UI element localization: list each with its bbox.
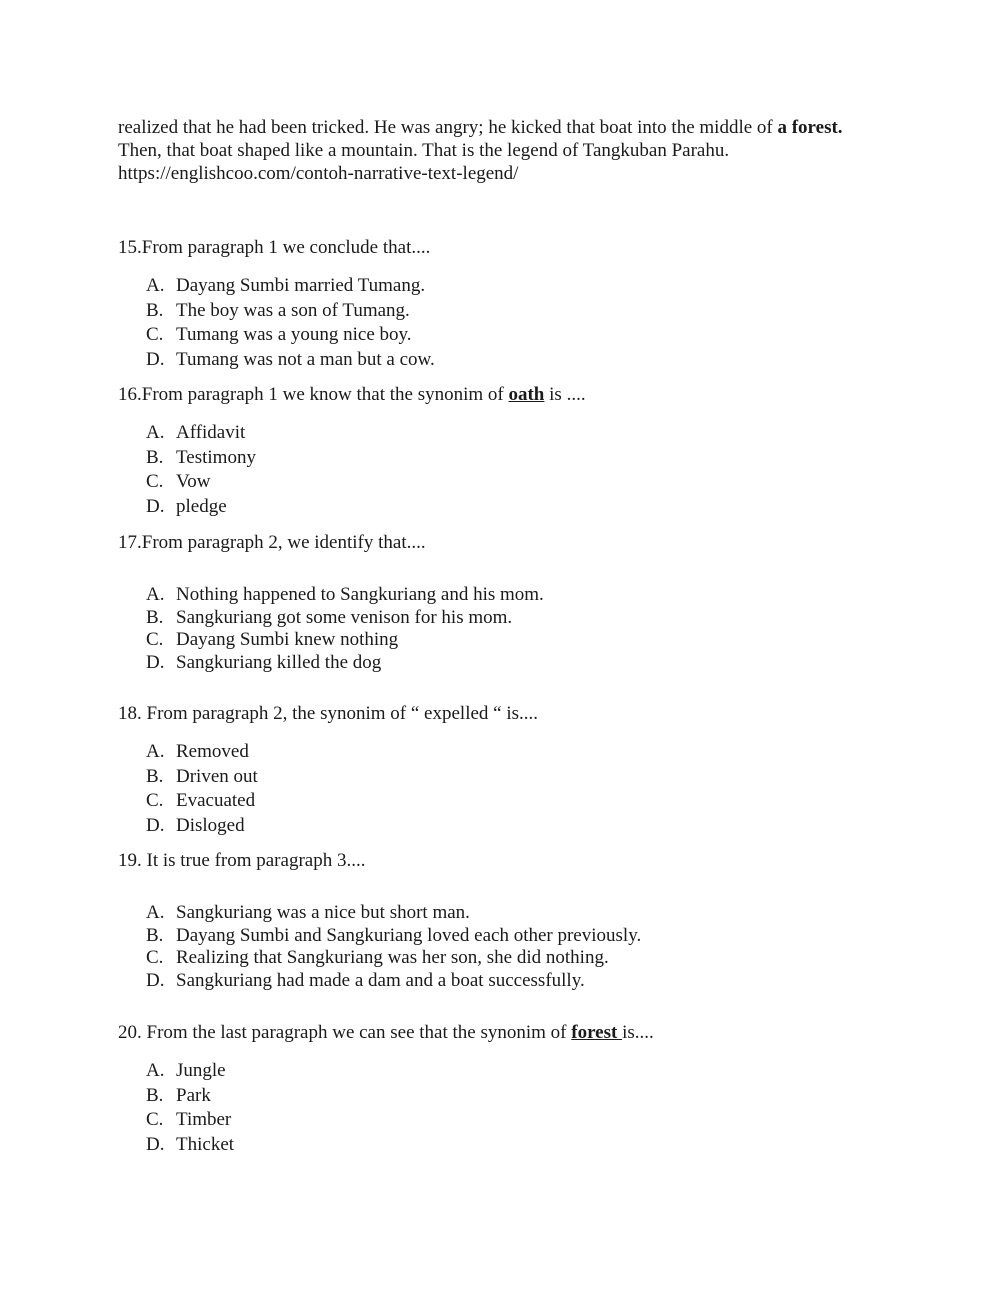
question-16: 16.From paragraph 1 we know that the synonim of oath is .... [118, 384, 586, 405]
story-ending-paragraph [118, 116, 918, 185]
option-16-c[interactable]: C. Vow [146, 471, 211, 492]
story-line-2: Then, that boat shaped like a mountain. That is the legend of Tangkuban Parahu. [118, 140, 730, 161]
bold-phrase: a forest. [777, 117, 843, 138]
option-17-a[interactable]: A. Nothing happened to Sangkuriang and his mom. [146, 584, 544, 605]
option-16-b[interactable]: B. Testimony [146, 446, 256, 468]
option-20-a[interactable]: A. Jungle [146, 1060, 226, 1081]
option-20-c[interactable]: C. Timber [146, 1109, 232, 1130]
question-19: 19. It is true from paragraph 3.... [118, 850, 366, 871]
option-18-c[interactable]: C. Evacuated [146, 790, 256, 811]
option-17-c[interactable]: C. Dayang Sumbi knew nothing [146, 629, 399, 650]
option-19-c[interactable]: C. Realizing that Sangkuriang was her son, she did nothing. [146, 947, 609, 968]
keyword-forest: forest [571, 1022, 623, 1043]
question-20-options [146, 1059, 234, 1157]
option-15-d[interactable]: D. Tumang was not a man but a cow. [146, 348, 435, 370]
option-17-d[interactable]: D. Sangkuriang killed the dog [146, 651, 382, 673]
option-20-d[interactable]: D. Thicket [146, 1133, 235, 1155]
option-17-b[interactable]: B. Sangkuriang got some venison for his mom. [146, 606, 513, 628]
option-18-a[interactable]: A. Removed [146, 741, 249, 762]
question-18-options [146, 740, 258, 838]
question-15: 15.From paragraph 1 we conclude that.... [118, 237, 431, 258]
option-18-b[interactable]: B. Driven out [146, 765, 258, 787]
question-16-options [146, 421, 256, 519]
question-17-options [146, 584, 544, 674]
question-18: 18. From paragraph 2, the synonim of “ expelled “ is.... [118, 703, 539, 724]
option-15-c[interactable]: C. Tumang was a young nice boy. [146, 324, 412, 345]
option-19-b[interactable]: B. Dayang Sumbi and Sangkuriang loved each other previously. [146, 924, 642, 946]
story-line-1: realized that he had been tricked. He was angry; he kicked that boat into the middle of a forest. [118, 117, 843, 138]
question-17: 17.From paragraph 2, we identify that.... [118, 532, 426, 553]
option-20-b[interactable]: B. Park [146, 1084, 211, 1106]
option-15-a[interactable]: A. Dayang Sumbi married Tumang. [146, 275, 426, 296]
option-16-d[interactable]: D. pledge [146, 495, 227, 517]
option-15-b[interactable]: B. The boy was a son of Tumang. [146, 299, 410, 321]
option-19-a[interactable]: A. Sangkuriang was a nice but short man. [146, 902, 470, 923]
question-15-options [146, 274, 435, 372]
question-19-options [146, 902, 641, 992]
option-18-d[interactable]: D. Disloged [146, 814, 245, 836]
question-20: 20. From the last paragraph we can see that the synonim of forest is.... [118, 1022, 654, 1043]
keyword-oath: oath [508, 384, 545, 405]
option-16-a[interactable]: A. Affidavit [146, 422, 246, 443]
source-url: https://englishcoo.com/contoh-narrative-text-legend/ [118, 163, 519, 184]
option-19-d[interactable]: D. Sangkuriang had made a dam and a boat successfully. [146, 969, 585, 991]
